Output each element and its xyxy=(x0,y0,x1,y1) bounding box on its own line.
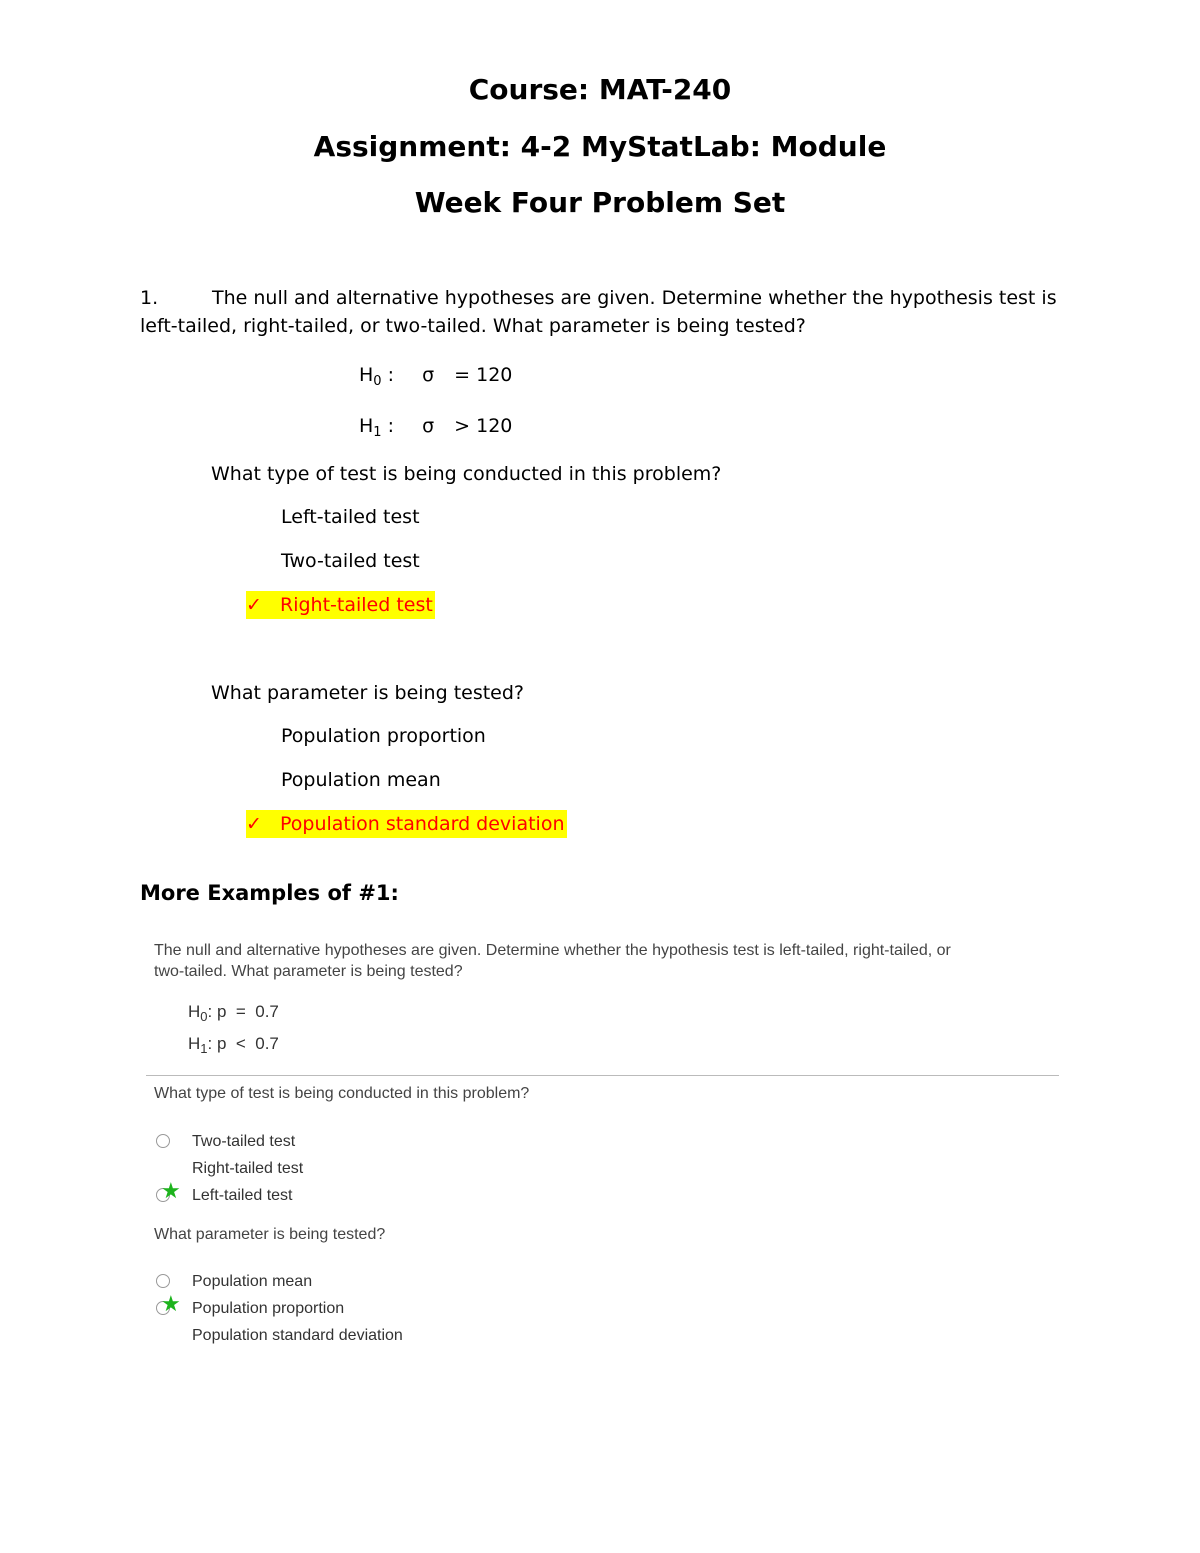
example-alternative-hypothesis xyxy=(188,1034,279,1056)
question-1-text: The null and alternative hypotheses are given. Determine whether the hypothesis test is left-tailed, right-tailed, or two-tailed. What parameter is being tested? xyxy=(140,287,1057,337)
test-answer-label: Right-tailed test xyxy=(280,594,433,616)
radio-population-mean[interactable] xyxy=(156,1274,170,1288)
h0-relation: = 120 xyxy=(454,364,513,386)
param-answer-std-dev xyxy=(246,810,567,838)
checkmark-icon: ✓ xyxy=(246,594,262,616)
question-1-prompt xyxy=(140,284,1070,340)
example-test-option-left-tailed[interactable]: Left-tailed test xyxy=(192,1187,293,1204)
example-null-hypothesis xyxy=(188,1002,279,1024)
h0-parameter: σ xyxy=(422,364,435,386)
example-test-option-right-tailed[interactable]: Right-tailed test xyxy=(192,1160,304,1177)
ex-h0-label: H xyxy=(188,1002,201,1021)
h1-colon: : xyxy=(381,415,395,437)
assignment-title: Assignment: 4-2 MyStatLab: Module xyxy=(313,130,887,163)
ex-h1-label: H xyxy=(188,1034,201,1053)
test-answer-right-tailed xyxy=(246,591,435,619)
problem-set-title: Week Four Problem Set xyxy=(414,186,786,219)
example-param-question: What parameter is being tested? xyxy=(154,1226,386,1243)
h1-parameter: σ xyxy=(422,415,435,437)
divider xyxy=(146,1075,1059,1076)
course-title: Course: MAT-240 xyxy=(468,73,732,106)
example-param-option-std-dev[interactable]: Population standard deviation xyxy=(192,1327,403,1344)
radio-two-tailed[interactable] xyxy=(156,1134,170,1148)
ex-h0-body: p = 0.7 xyxy=(216,1002,279,1021)
example-param-option-mean[interactable]: Population mean xyxy=(192,1273,313,1290)
param-answer-label: Population standard deviation xyxy=(280,813,565,835)
example-prompt-line-1: The null and alternative hypotheses are given. Determine whether the hypothesis test is left-tailed, right-tailed, or xyxy=(154,942,951,959)
example-test-option-two-tailed[interactable]: Two-tailed test xyxy=(192,1133,296,1150)
alternative-hypothesis xyxy=(359,412,512,447)
ex-h1-colon: : xyxy=(207,1034,213,1053)
more-examples-heading: More Examples of #1: xyxy=(140,881,399,905)
example-prompt-line-2: two-tailed. What parameter is being tested? xyxy=(154,963,463,980)
h1-relation: > 120 xyxy=(454,415,513,437)
question-number: 1. xyxy=(140,287,159,309)
ex-h0-subscript: 0 xyxy=(200,1009,208,1024)
parameter-question: What parameter is being tested? xyxy=(211,682,525,704)
checkmark-icon: ✓ xyxy=(246,813,262,835)
h1-subscript: 1 xyxy=(373,425,382,440)
ex-h1-subscript: 1 xyxy=(200,1041,208,1056)
param-option-proportion: Population proportion xyxy=(281,725,486,747)
star-icon: ★ xyxy=(161,1178,181,1203)
h0-colon: : xyxy=(381,364,395,386)
test-option-two-tailed: Two-tailed test xyxy=(281,550,420,572)
h1-label: H xyxy=(359,415,374,437)
ex-h0-colon: : xyxy=(207,1002,213,1021)
null-hypothesis xyxy=(359,361,512,396)
h0-subscript: 0 xyxy=(373,374,382,389)
test-option-left-tailed: Left-tailed test xyxy=(281,506,420,528)
param-option-mean: Population mean xyxy=(281,769,441,791)
h0-label: H xyxy=(359,364,374,386)
ex-h1-body: p < 0.7 xyxy=(216,1034,279,1053)
example-test-question: What type of test is being conducted in this problem? xyxy=(154,1085,530,1102)
star-icon: ★ xyxy=(161,1291,181,1316)
test-type-question: What type of test is being conducted in this problem? xyxy=(211,463,722,485)
example-param-option-proportion[interactable]: Population proportion xyxy=(192,1300,345,1317)
